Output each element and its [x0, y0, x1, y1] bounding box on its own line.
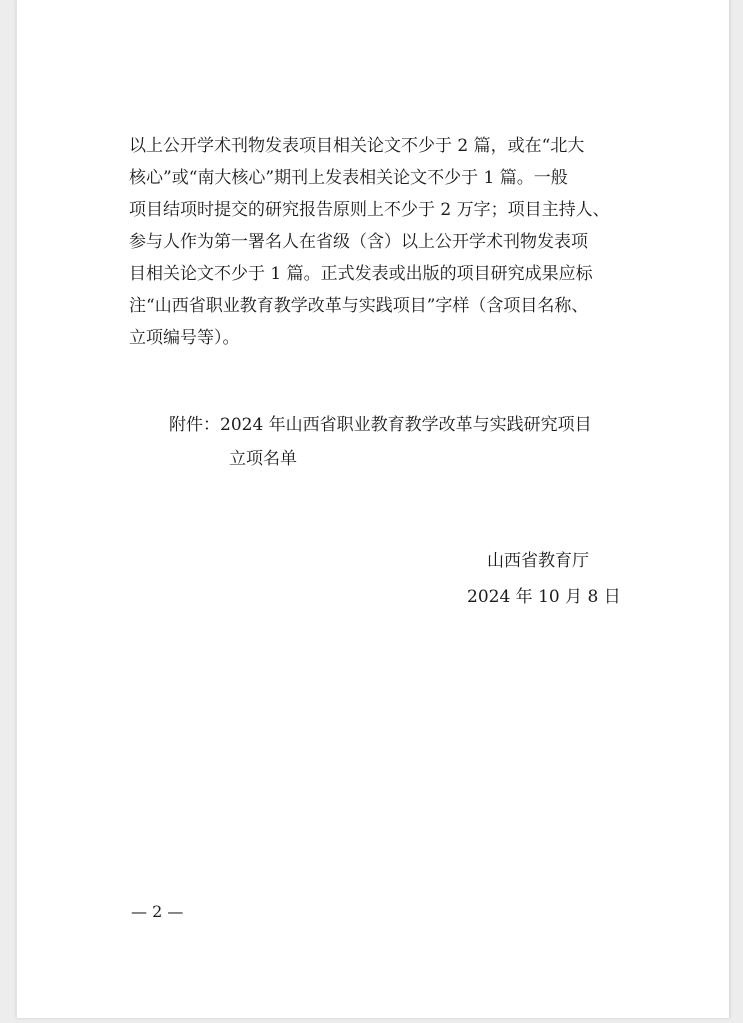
body-line: 立项编号等）。	[129, 328, 240, 348]
body-line: 目相关论文不少于 1 篇。正式发表或出版的项目研究成果应标	[129, 264, 593, 284]
attachment-line: 立项名单	[229, 449, 297, 469]
body-line: 项目结项时提交的研究报告原则上不少于 2 万字；项目主持人、	[129, 200, 610, 220]
page-number: — 2 —	[131, 902, 184, 921]
issue-date: 2024 年 10 月 8 日	[467, 587, 621, 607]
signature-block	[447, 543, 647, 615]
body-line: 注“山西省职业教育教学改革与实践项目”字样（含项目名称、	[129, 296, 589, 316]
body-line: 核心”或“南大核心”期刊上发表相关论文不少于 1 篇。一般	[129, 168, 568, 188]
document-page	[16, 0, 730, 1018]
issuing-organization: 山西省教育厅	[487, 551, 589, 571]
attachment-note	[169, 408, 592, 476]
attachment-line: 附件：2024 年山西省职业教育教学改革与实践研究项目	[169, 415, 592, 435]
body-line: 以上公开学术刊物发表项目相关论文不少于 2 篇，或在“北大	[129, 136, 585, 156]
body-line: 参与人作为第一署名人在省级（含）以上公开学术刊物发表项	[129, 232, 588, 252]
body-paragraph	[129, 130, 689, 354]
